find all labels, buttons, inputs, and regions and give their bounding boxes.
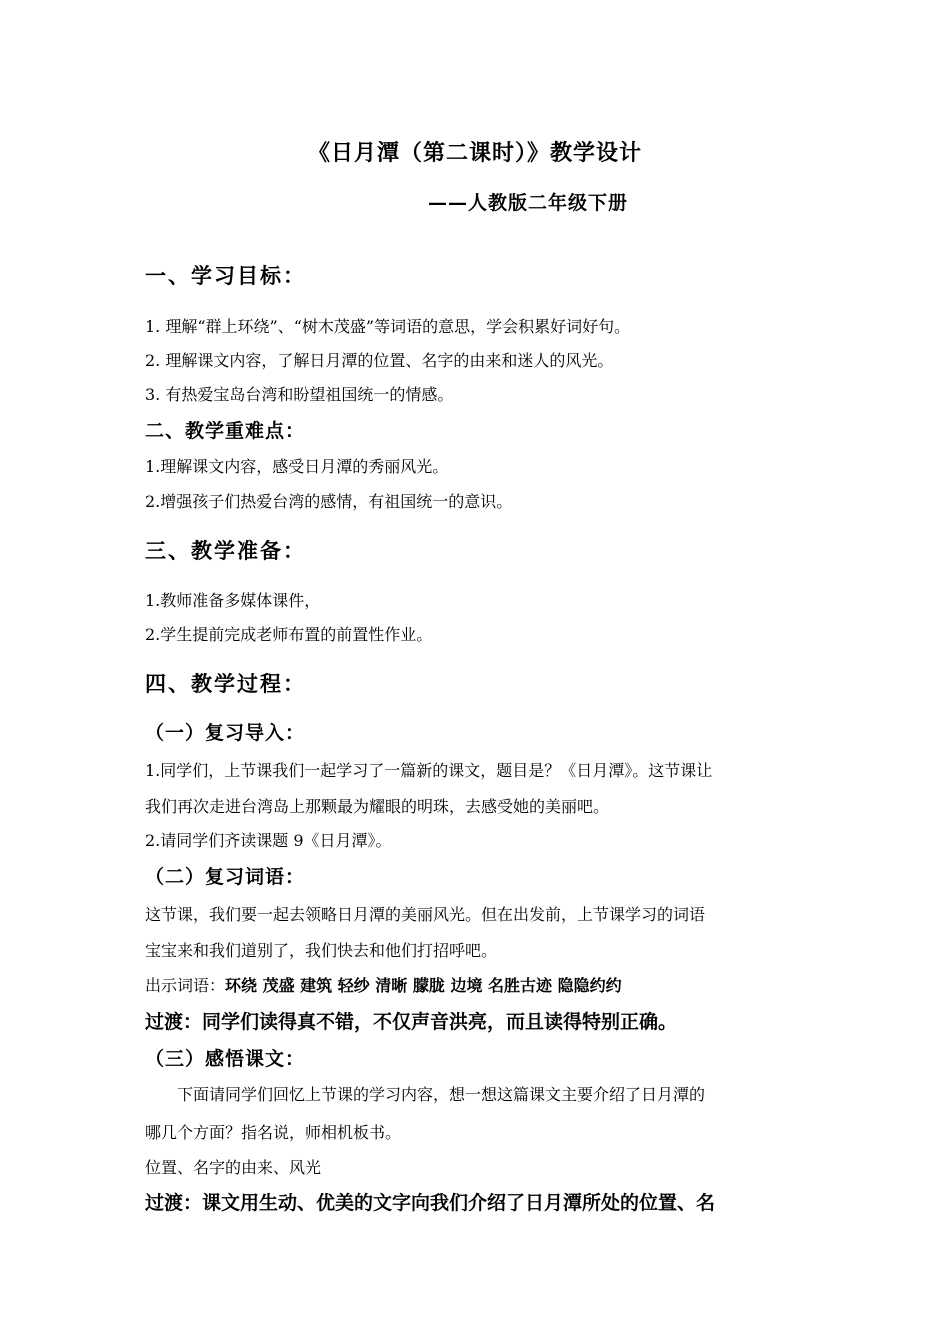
subsection-heading-comprehension: （三）感悟课文： [145,1048,306,1070]
section-heading-process: 四、教学过程： [145,671,306,696]
preparation-item: 1.教师准备多媒体课件， [145,591,321,610]
transition-text: 过渡：课文用生动、优美的文字向我们介绍了日月潭所处的位置、名 [145,1192,716,1214]
paragraph-line: 下面请同学们回忆上节课的学习内容，想一想这篇课文主要介绍了日月潭的 [177,1085,706,1104]
preparation-item: 2.学生提前完成老师布置的前置性作业。 [145,625,433,644]
paragraph-line: 哪几个方面？指名说，师相机板书。 [145,1123,402,1142]
word-list-label: 出示词语： [145,976,226,995]
paragraph-line: 这节课，我们要一起去领略日月潭的美丽风光。但在出发前，上节课学习的词语 [145,905,706,924]
word-list: 环绕 茂盛 建筑 轻纱 清晰 朦胧 边境 名胜古迹 隐隐约约 [225,976,622,995]
paragraph-line: 我们再次走进台湾岛上那颗最为耀眼的明珠，去感受她的美丽吧。 [145,797,610,816]
objective-item: 2. 理解课文内容，了解日月潭的位置、名字的由来和迷人的风光。 [145,351,614,370]
objective-item: 3. 有热爱宝岛台湾和盼望祖国统一的情感。 [145,385,454,404]
document-title: 《日月潭（第二课时）》教学设计 [307,140,642,166]
section-heading-key-points: 二、教学重难点： [145,420,306,442]
section-heading-preparation: 三、教学准备： [145,538,306,563]
document-subtitle: ——人教版二年级下册 [428,192,629,214]
word-list-line [145,973,622,996]
blackboard-notes: 位置、名字的由来、风光 [145,1158,322,1177]
section-heading-objectives: 一、学习目标： [145,263,306,288]
subsection-heading-review-intro: （一）复习导入： [145,722,306,744]
paragraph-line: 1.同学们，上节课我们一起学习了一篇新的课文，题目是？《日月潭》。这节课让 [145,761,713,780]
objective-item: 1. 理解“群上环绕”、“树木茂盛”等词语的意思，学会积累好词好句。 [145,317,631,336]
transition-text: 过渡：同学们读得真不错，不仅声音洪亮，而且读得特别正确。 [145,1011,678,1033]
paragraph-line: 2.请同学们齐读课题 9《日月潭》。 [145,831,392,850]
subsection-heading-review-words: （二）复习词语： [145,866,306,888]
key-point-item: 2.增强孩子们热爱台湾的感情，有祖国统一的意识。 [145,492,513,511]
key-point-item: 1.理解课文内容，感受日月潭的秀丽风光。 [145,457,449,476]
paragraph-line: 宝宝来和我们道别了，我们快去和他们打招呼吧。 [145,941,498,960]
